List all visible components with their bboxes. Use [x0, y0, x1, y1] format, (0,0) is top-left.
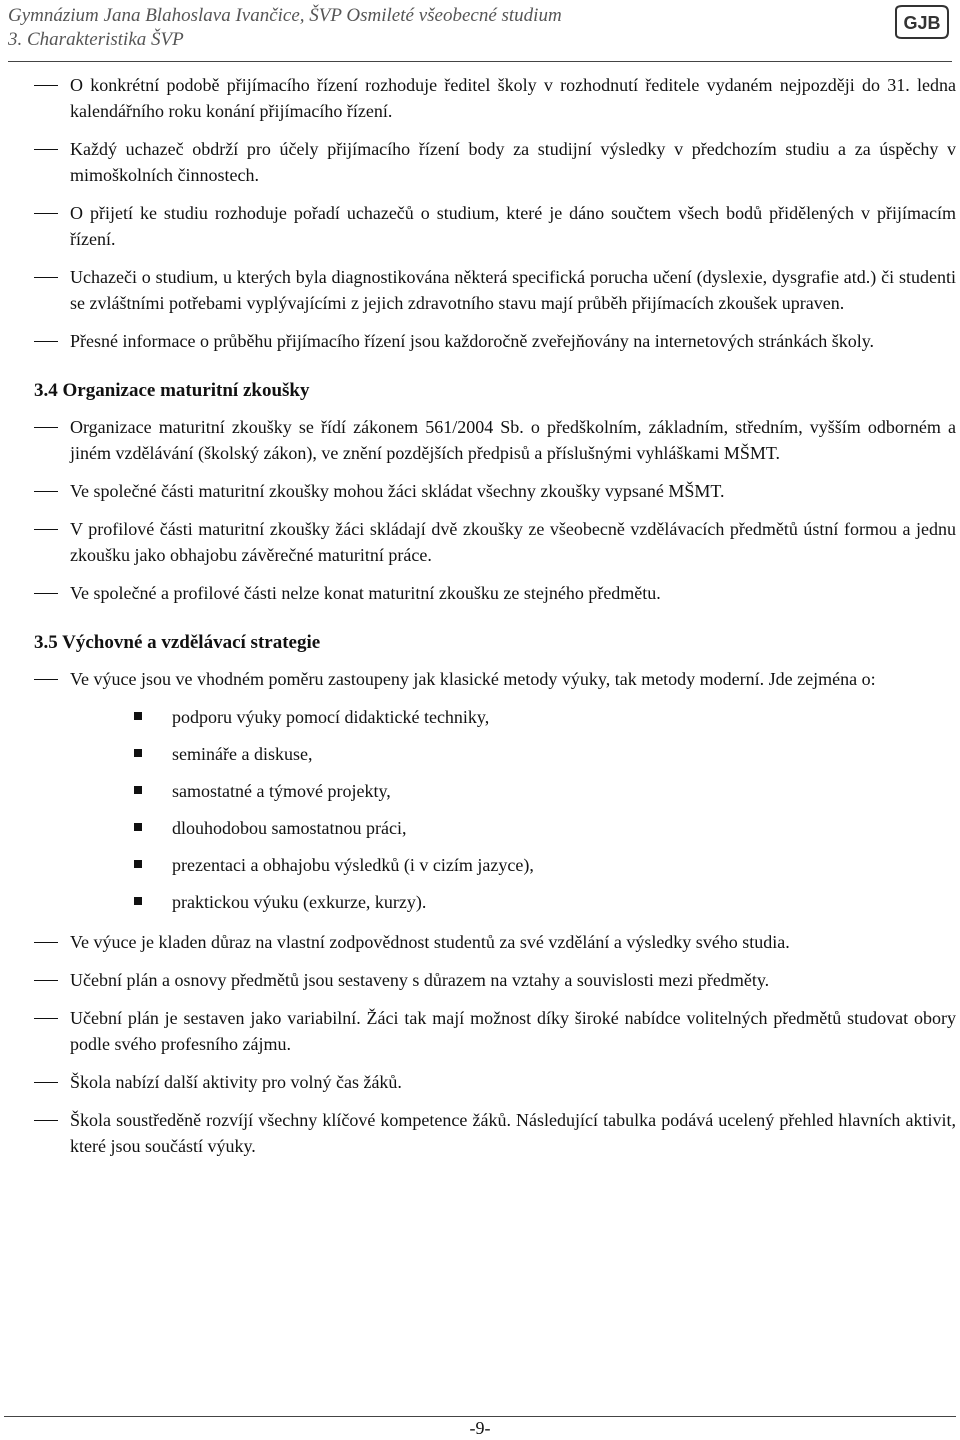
- list-item: Každý uchazeč obdrží pro účely přijímacího řízení body za studijní výsledky v předchozím studiu a za úspěchy v mimoškolních činnostech.: [34, 136, 956, 188]
- school-name: Gymnázium Jana Blahoslava Ivančice, ŠVP Osmileté všeobecné studium: [8, 5, 562, 26]
- document-body: [34, 72, 956, 1171]
- list-item: Ve výuce jsou ve vhodném poměru zastoupeny jak klasické metody výuky, tak metody moderní. Jde zejména o:: [34, 666, 956, 692]
- method-item: praktickou výuku (exkurze, kurzy).: [130, 889, 956, 915]
- list-item: Přesné informace o průběhu přijímacího řízení jsou každoročně zveřejňovány na internetových stránkách školy.: [34, 328, 956, 354]
- list-item: Učební plán a osnovy předmětů jsou sestaveny s důrazem na vztahy a souvislosti mezi předměty.: [34, 967, 956, 993]
- method-item: prezentaci a obhajobu výsledků (i v cizím jazyce),: [130, 852, 956, 878]
- list-item: O přijetí ke studiu rozhoduje pořadí uchazečů o studium, které je dáno součtem všech bodů přidělených v přijímacím řízení.: [34, 200, 956, 252]
- section-heading-3-5: 3.5 Výchovné a vzdělávací strategie: [34, 632, 321, 653]
- list-item: V profilové části maturitní zkoušky žáci skládají dvě zkoušky ze všeobecně vzdělávacích předmětů ústní formou a jednu zkoušku jako obhajobu závěrečné maturitní práce.: [34, 516, 956, 568]
- methods-list: [130, 704, 956, 915]
- method-item: podporu výuky pomocí didaktické techniky,: [130, 704, 956, 730]
- section-3-5-list: [34, 666, 956, 1159]
- list-item: Organizace maturitní zkoušky se řídí zákonem 561/2004 Sb. o předškolním, základním, středním, vyšším odborném a jiném vzdělávání (školský zákon), ve znění pozdějších předpisů a příslušnými vyhláškami MŠMT.: [34, 414, 956, 466]
- school-logo-icon: [892, 4, 952, 40]
- section-3-4-list: [34, 414, 956, 606]
- list-item: O konkrétní podobě přijímacího řízení rozhoduje ředitel školy v rozhodnutí ředitele vydaném nejpozději do 31. ledna kalendářního roku konání přijímacího řízení.: [34, 72, 956, 124]
- section-heading-3-4: 3.4 Organizace maturitní zkoušky: [34, 380, 310, 401]
- list-item: Škola nabízí další aktivity pro volný čas žáků.: [34, 1069, 956, 1095]
- intro-list: [34, 72, 956, 354]
- list-item: Učební plán je sestaven jako variabilní. Žáci tak mají možnost díky široké nabídce volitelných předmětů studovat obory podle svého profesního zájmu.: [34, 1005, 956, 1057]
- page-number: -9-: [469, 1418, 491, 1438]
- method-item: samostatné a týmové projekty,: [130, 778, 956, 804]
- list-item: Uchazeči o studium, u kterých byla diagnostikována některá specifická porucha učení (dyslexie, dysgrafie atd.) či studenti se zvláštními potřebami vyplývajícími z jejich zdravotního stavu mají průběh přijímacích zkoušek upraven.: [34, 264, 956, 316]
- list-item: Ve společné části maturitní zkoušky mohou žáci skládat všechny zkoušky vypsané MŠMT.: [34, 478, 956, 504]
- page-header: [8, 4, 952, 60]
- list-item: Škola soustředěně rozvíjí všechny klíčové kompetence žáků. Následující tabulka podává ucelený přehled hlavních aktivit, které jsou součástí výuky.: [34, 1107, 956, 1159]
- method-item: semináře a diskuse,: [130, 741, 956, 767]
- list-item: Ve společné a profilové části nelze konat maturitní zkoušku ze stejného předmětu.: [34, 580, 956, 606]
- chapter-name: 3. Charakteristika ŠVP: [8, 29, 184, 50]
- list-item: Ve výuce je kladen důraz na vlastní zodpovědnost studentů za své vzdělání a výsledky svého studia.: [34, 929, 956, 955]
- header-rule: [8, 61, 952, 62]
- svg-text:GJB: GJB: [903, 13, 941, 33]
- method-item: dlouhodobou samostatnou práci,: [130, 815, 956, 841]
